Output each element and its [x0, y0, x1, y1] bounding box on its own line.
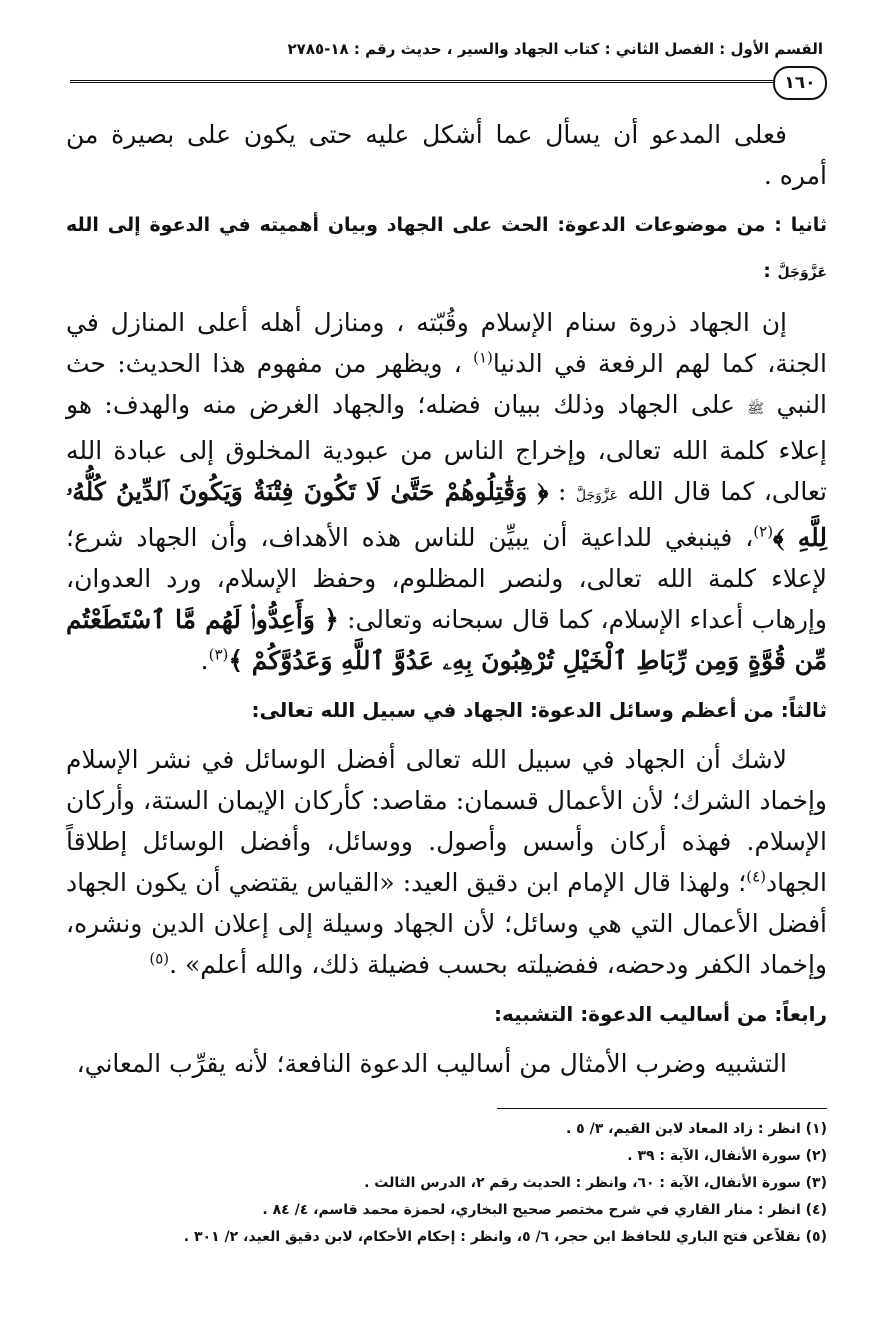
p2-part-b: ، ويظهر من مفهوم هذا الحديث: حث النبي — [66, 349, 828, 419]
heading-2-text: ثانيا : من موضوعات الدعوة: الحث على الجهاد وبيان أهميته في الدعوة إلى الله — [66, 214, 827, 236]
footnote-5: (٥) نقلاًعن فتح الباري للحافظ ابن حجر، ٦/ ٥، وانظر : إحكام الأحكام، لابن دقيق العيد، ٢/ ٣٠١ . — [183, 1229, 827, 1245]
footnote-1: (١) انظر : زاد المعاد لابن القيم، ٣/ ٥ . — [565, 1121, 827, 1137]
p2-part-a: إن الجهاد ذروة سنام الإسلام وقُبّته ، ومنازل أهله أعلى المنازل في الجنة، كما لهم الرفعة في الدنيا — [66, 308, 827, 378]
footnote-ref-3: (٣) — [208, 645, 229, 664]
running-header: القسم الأول : الفصل الثاني : كتاب الجهاد والسير ، حديث رقم : ١٨-٢٧٨٥ — [287, 40, 823, 58]
heading-2-tail: : — [763, 260, 771, 282]
heading-2 — [66, 202, 827, 296]
footnote-ref-4: (٤) — [746, 867, 767, 886]
footnotes — [66, 1116, 827, 1251]
p2-part-c: على الجهاد وذلك ببيان فضله؛ والجهاد الغرض منه والهدف: هو إعلاء كلمة الله تعالى، وإخراج الناس من عبودية المخلوق إلى عبادة الله تعالى، كما قال الله — [66, 390, 828, 506]
footnote-3: (٣) سورة الأنفال، الآية : ٦٠، وانظر : الحديث رقم ٢، الدرس الثالث . — [364, 1175, 827, 1191]
footnote-ref-1: (١) — [473, 348, 493, 367]
paragraph-4: التشبيه وضرب الأمثال من أساليب الدعوة النافعة؛ لأنه يقرِّب المعاني، — [76, 1049, 787, 1078]
footnote-rule — [497, 1108, 827, 1109]
page-number: ١٦٠ — [773, 66, 827, 100]
quran-verse-2: ﴿ وَأَعِدُّوا۟ لَهُم مَّا ٱسْتَطَعْتُم مِّن قُوَّةٍ وَمِن رِّبَاطِ ٱلْخَيْلِ تُرْهِبُونَ بِهِۦ عَدُوَّ ٱللَّهِ وَعَدُوَّكُمْ ﴾ — [66, 605, 827, 675]
quran-verse-1: ﴿ وَقَٰتِلُوهُمْ حَتَّىٰ لَا تَكُونَ فِتْنَةٌ وَيَكُونَ ٱلدِّينُ كُلُّهُۥ لِلَّهِ ﴾ — [66, 477, 827, 552]
p3-part-a: لاشك أن الجهاد في سبيل الله تعالى أفضل الوسائل في نشر الإسلام وإخماد الشرك؛ لأن الأعمال قسمان: مقاصد: كأركان الإيمان الستة، وأركان الإسلام. فهذه أركان وأسس وأصول. ووسائل، وأفضل الوسائل إطلاقاً الجهاد — [66, 745, 827, 897]
heading-3: ثالثاً: من أعظم وسائل الدعوة: الجهاد في سبيل الله تعالى: — [251, 698, 827, 722]
p2-part-d: : — [557, 477, 567, 506]
footnote-2: (٢) سورة الأنفال، الآية : ٣٩ . — [627, 1148, 827, 1164]
header-rule — [70, 80, 775, 83]
footnote-4: (٤) انظر : منار القاري في شرح مختصر صحيح البخاري، لحمزة محمد قاسم، ٤/ ٨٤ . — [262, 1202, 827, 1218]
p2-part-f: . — [200, 646, 209, 675]
honorific-mark: عَزَّوَجَلَّ — [575, 488, 618, 504]
heading-4: رابعاً: من أساليب الدعوة: التشبيه: — [493, 1002, 827, 1026]
footnote-ref-2: (٢) — [753, 522, 774, 541]
p2-part-e: ، فينبغي للداعية أن يبيِّن للناس هذه الأهداف، وأن الجهاد شرع؛ لإعلاء كلمة الله تعالى، ولنصر المظلوم، وحفظ الإسلام، ورد العدوان، وإرهاب أعداء الإسلام، كما قال سبحانه وتعالى: — [66, 523, 827, 634]
body-text — [66, 114, 827, 1084]
p3-part-b: ؛ ولهذا قال الإمام ابن دقيق العيد: «القياس يقتضي أن يكون الجهاد أفضل الأعمال التي هي وسائل؛ لأن الجهاد وسيلة إلى إعلان الدين ونشره، وإخماد الكفر ودحضه، ففضيلته بحسب فضيلة ذلك، والله أعلم» . — [66, 868, 827, 979]
footnote-ref-5: (٥) — [149, 949, 170, 968]
paragraph-2 — [66, 302, 827, 681]
paragraph-1: فعلى المدعو أن يسأل عما أشكل عليه حتى يكون على بصيرة من أمره . — [66, 120, 827, 190]
honorific-mark: عَزَّوَجَلَّ — [777, 265, 827, 281]
paragraph-3 — [66, 739, 827, 985]
salawat-mark: ﷺ — [747, 401, 765, 417]
